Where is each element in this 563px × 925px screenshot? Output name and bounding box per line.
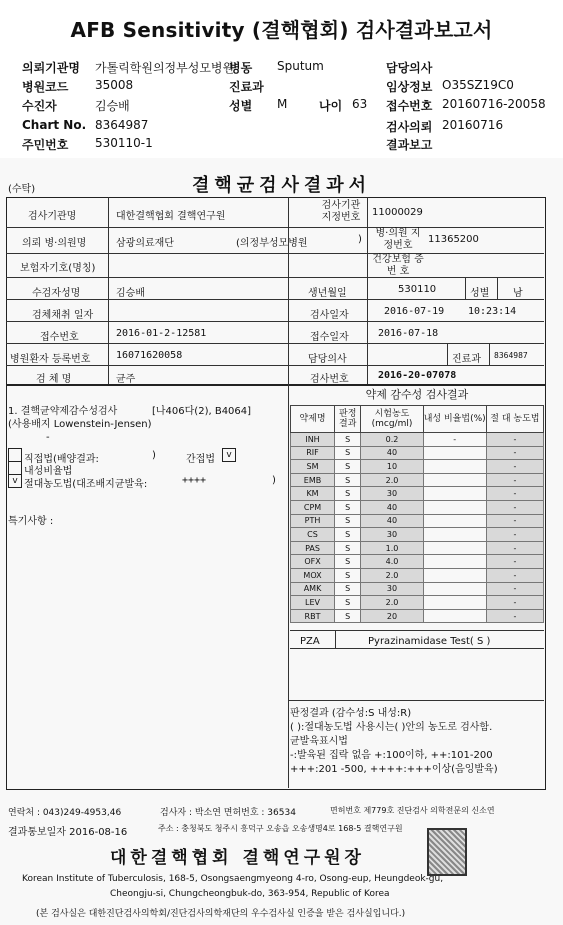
drug-conc-cell: 20	[361, 609, 423, 623]
results-heading: 약제 감수성 검사결과	[365, 388, 469, 401]
note-2: ( ):절대농도법 사용시는( )안의 농도로 검사함.	[290, 722, 493, 733]
drug-ratio-cell	[423, 609, 486, 623]
dept-label: 진료과	[452, 354, 481, 365]
pza-value: Pyrazinamidase Test( S )	[368, 636, 491, 647]
hosp-no-label: 병·의원 지정번호	[375, 228, 421, 251]
value-patient: 김승배	[95, 99, 130, 113]
dept-value: 8364987	[494, 351, 528, 360]
drug-judge-cell: S	[335, 568, 361, 582]
drug-conc-cell: 40	[361, 500, 423, 514]
drug-drug-cell: INH	[291, 433, 335, 447]
birth-label: 생년월일	[308, 288, 347, 299]
indirect-method-label: 간접법	[186, 454, 215, 465]
sex-value: 남	[513, 288, 523, 299]
value-sex: M	[277, 97, 288, 111]
label-chart-no: Chart No.	[22, 118, 87, 132]
drug-conc-cell: 1.0	[361, 541, 423, 555]
inst-no-value: 11000029	[372, 207, 423, 218]
drug-ratio-cell	[423, 500, 486, 514]
col-conc: 시험농도 (mcg/ml)	[361, 406, 423, 433]
value-institution: 가톨릭학원의정부성모병원	[95, 61, 235, 75]
drug-conc-cell: 30	[361, 528, 423, 542]
drug-drug-cell: CPM	[291, 500, 335, 514]
drug-row	[291, 514, 544, 528]
drug-drug-cell: KM	[291, 487, 335, 501]
drug-judge-cell: S	[335, 446, 361, 460]
drug-ratio-cell	[423, 582, 486, 596]
label-request-date: 검사의뢰	[386, 120, 433, 134]
drug-conc-cell: 40	[361, 446, 423, 460]
drug-ratio-cell	[423, 487, 486, 501]
test-time-value: 10:23:14	[468, 306, 517, 317]
drug-conc-cell: 2.0	[361, 473, 423, 487]
drug-judge-cell: S	[335, 582, 361, 596]
drug-ratio-cell	[423, 473, 486, 487]
drug-judge-cell: S	[335, 596, 361, 610]
col-drug: 약제명	[291, 406, 335, 433]
drug-abs-cell: -	[486, 609, 543, 623]
footer-org: 대한결핵협회 결핵연구원장	[110, 848, 365, 868]
drug-drug-cell: EMB	[291, 473, 335, 487]
absolute-method-close: )	[272, 475, 276, 486]
footer-contact: 연락처 : 043)249-4953,46	[8, 808, 122, 818]
drug-drug-cell: OFX	[291, 555, 335, 569]
inst-no-label: 검사기관 지정번호	[321, 200, 361, 223]
absolute-method-checkbox: v	[8, 474, 22, 488]
drug-abs-cell: -	[486, 568, 543, 582]
sex-label: 성별	[470, 288, 490, 299]
label-doctor: 담당의사	[386, 61, 433, 75]
birth-value: 530110	[398, 284, 437, 295]
pza-label: PZA	[300, 636, 320, 647]
hospital-sub-close: )	[358, 234, 362, 245]
drug-conc-cell: 40	[361, 514, 423, 528]
direct-method-label: 직접법(배양결과:	[24, 454, 99, 465]
drug-abs-cell: -	[486, 473, 543, 487]
drug-abs-cell: -	[486, 460, 543, 474]
drug-row	[291, 568, 544, 582]
drug-conc-cell: 30	[361, 582, 423, 596]
value-ward: Sputum	[277, 59, 324, 73]
recv-no-value: 2016-01-2-12581	[116, 328, 207, 339]
value-age: 63	[352, 97, 368, 111]
test-no-label: 검사번호	[310, 374, 349, 385]
reg-label: 병원환자 등록번호	[10, 354, 91, 365]
patient-value: 김승배	[116, 288, 145, 299]
drug-abs-cell: -	[486, 582, 543, 596]
specimen-value: 균주	[116, 374, 136, 385]
drug-row	[291, 609, 544, 623]
footer-english-2: Cheongju-si, Chungcheongbuk-do, 363-954, Republic of Korea	[110, 889, 390, 899]
drug-row	[291, 473, 544, 487]
drug-row	[291, 541, 544, 555]
label-sex: 성별	[229, 99, 253, 113]
test-method-media: (사용배지 Lowenstein-Jensen)	[8, 419, 152, 430]
drug-conc-cell: 2.0	[361, 568, 423, 582]
drug-drug-cell: RIF	[291, 446, 335, 460]
document-title: 결핵균검사결과서	[191, 175, 372, 196]
drug-abs-cell: -	[486, 500, 543, 514]
label-age: 나이	[319, 99, 343, 113]
note-1: 판정결과 (감수성:S 내성:R)	[290, 708, 412, 719]
hospital-value: 삼광의료재단	[116, 238, 174, 249]
drug-abs-cell: -	[486, 514, 543, 528]
col-judge: 판정 결과	[335, 406, 361, 433]
inst-label: 검사기관명	[28, 211, 77, 222]
drug-row	[291, 555, 544, 569]
drug-judge-cell: S	[335, 541, 361, 555]
drug-ratio-cell	[423, 514, 486, 528]
insured-label: 보험자기호(명칭)	[20, 263, 96, 274]
drug-ratio-cell	[423, 528, 486, 542]
drug-judge-cell: S	[335, 473, 361, 487]
drug-ratio-cell	[423, 568, 486, 582]
label-patient: 수진자	[22, 99, 57, 113]
test-date-value: 2016-07-19	[384, 306, 445, 317]
recv-date-label: 접수일자	[310, 332, 349, 343]
drug-row	[291, 433, 544, 447]
label-department: 진료과	[229, 80, 264, 94]
note-4: -:발육된 집락 없음 +:100이하, ++:101-200	[290, 750, 493, 761]
drug-ratio-cell	[423, 541, 486, 555]
drug-judge-cell: S	[335, 555, 361, 569]
hosp-no-value: 11365200	[428, 234, 479, 245]
remarks-label: 특기사항 :	[8, 516, 54, 527]
drug-abs-cell: -	[486, 596, 543, 610]
test-method-line1: 1. 결핵균약제감수성검사	[8, 406, 118, 417]
footer-address: 주소 : 충청북도 청주시 흥덕구 오송읍 오송생명4로 168-5 결핵연구원	[158, 824, 403, 833]
drug-abs-cell: -	[486, 446, 543, 460]
drug-ratio-cell: -	[423, 433, 486, 447]
drug-abs-cell: -	[486, 555, 543, 569]
drug-judge-cell: S	[335, 500, 361, 514]
value-request-date: 20160716	[442, 118, 504, 132]
drug-conc-cell: 2.0	[361, 596, 423, 610]
drug-row	[291, 582, 544, 596]
collect-label: 검체채취 일자	[32, 310, 94, 321]
value-chart-no: 8364987	[95, 118, 149, 132]
absolute-method-label: 절대농도법(대조배지균발육:	[24, 479, 148, 490]
susceptibility-table	[290, 405, 544, 623]
drug-row	[291, 446, 544, 460]
label-ward: 병동	[229, 61, 253, 75]
insurance-no-label: 건강보험 증 번 호	[372, 254, 424, 277]
drug-drug-cell: CS	[291, 528, 335, 542]
drug-abs-cell: -	[486, 541, 543, 555]
drug-judge-cell: S	[335, 514, 361, 528]
drug-ratio-cell	[423, 460, 486, 474]
drug-row	[291, 596, 544, 610]
drug-row	[291, 528, 544, 542]
patient-label: 수검자성명	[32, 288, 81, 299]
drug-drug-cell: AMK	[291, 582, 335, 596]
specimen-label: 검 체 명	[36, 374, 72, 385]
value-hospital-code: 35008	[95, 78, 134, 92]
drug-abs-cell: -	[486, 487, 543, 501]
drug-judge-cell: S	[335, 433, 361, 447]
note-3: 균발육표시법	[290, 736, 348, 747]
inst-value: 대한결핵협회 결핵연구원	[116, 211, 226, 222]
value-accession: 20160716-20058	[442, 97, 546, 111]
col-ratio: 내성 비율법(%)	[423, 406, 486, 433]
drug-conc-cell: 0.2	[361, 433, 423, 447]
indirect-method-checkbox: v	[222, 448, 236, 462]
dash-mark: -	[46, 432, 50, 443]
value-clinical-info: O35SZ19C0	[442, 78, 514, 92]
test-no-value: 2016-20-07078	[378, 370, 457, 381]
col-abs: 절 대 농도법	[486, 406, 543, 433]
footer-license: 면허번호 제779호 진단검사 의학전문의 신소연	[330, 806, 495, 815]
drug-conc-cell: 4.0	[361, 555, 423, 569]
drug-ratio-cell	[423, 446, 486, 460]
drug-drug-cell: MOX	[291, 568, 335, 582]
drug-drug-cell: LEV	[291, 596, 335, 610]
drug-row	[291, 460, 544, 474]
hospital-sub: (의정부성모병원	[236, 238, 308, 249]
value-resident-no: 530110-1	[95, 136, 153, 150]
drug-drug-cell: SM	[291, 460, 335, 474]
note-5: +++:201 -500, ++++:+++이상(음잉발육)	[290, 764, 498, 775]
drug-judge-cell: S	[335, 487, 361, 501]
reg-value: 16071620058	[116, 350, 183, 361]
label-institution: 의뢰기관명	[22, 61, 80, 75]
drug-ratio-cell	[423, 555, 486, 569]
footer-certification: (본 검사실은 대한진단검사의학회/진단검사의학재단의 우수검사실 인증을 받은 검사실입니다.)	[36, 909, 406, 919]
absolute-method-value: ++++	[182, 475, 207, 486]
recv-no-label: 접수번호	[40, 332, 79, 343]
drug-drug-cell: PTH	[291, 514, 335, 528]
drug-conc-cell: 10	[361, 460, 423, 474]
hospital-label: 의뢰 병·의원명	[22, 238, 87, 249]
resist-ratio-label: 내성비율법	[24, 466, 73, 477]
resist-ratio-checkbox	[8, 461, 22, 475]
test-method-code: [나406다(2), B4064]	[152, 406, 252, 417]
footer-english-1: Korean Institute of Tuberculosis, 168-5, Osongsaengmyeong 4-ro, Osong-eup, Heungdeok-gu,	[22, 874, 444, 884]
drug-abs-cell: -	[486, 433, 543, 447]
label-accession: 접수번호	[386, 99, 433, 113]
report-title: AFB Sensitivity (결핵협회) 검사결과보고서	[70, 18, 493, 42]
label-resident-no: 주민번호	[22, 138, 69, 152]
drug-drug-cell: PAS	[291, 541, 335, 555]
drug-row	[291, 487, 544, 501]
drug-judge-cell: S	[335, 609, 361, 623]
drug-abs-cell: -	[486, 528, 543, 542]
drug-judge-cell: S	[335, 528, 361, 542]
footer-examiner: 검사자 : 박소연 면허번호 : 36534	[160, 808, 296, 818]
drug-conc-cell: 30	[361, 487, 423, 501]
label-hospital-code: 병원코드	[22, 80, 69, 94]
drug-ratio-cell	[423, 596, 486, 610]
label-clinical-info: 임상정보	[386, 80, 433, 94]
direct-method-close: )	[152, 450, 156, 461]
direct-method-checkbox	[8, 448, 22, 462]
footer-notify-date: 결과통보일자 2016-08-16	[8, 827, 128, 838]
stamp-label: (수탁)	[8, 184, 36, 195]
test-date-label: 검사일자	[310, 310, 349, 321]
drug-row	[291, 500, 544, 514]
label-result-report: 결과보고	[386, 138, 433, 152]
doctor-label: 담당의사	[308, 354, 347, 365]
recv-date-value: 2016-07-18	[378, 328, 439, 339]
drug-drug-cell: RBT	[291, 609, 335, 623]
official-seal	[427, 828, 467, 876]
drug-judge-cell: S	[335, 460, 361, 474]
